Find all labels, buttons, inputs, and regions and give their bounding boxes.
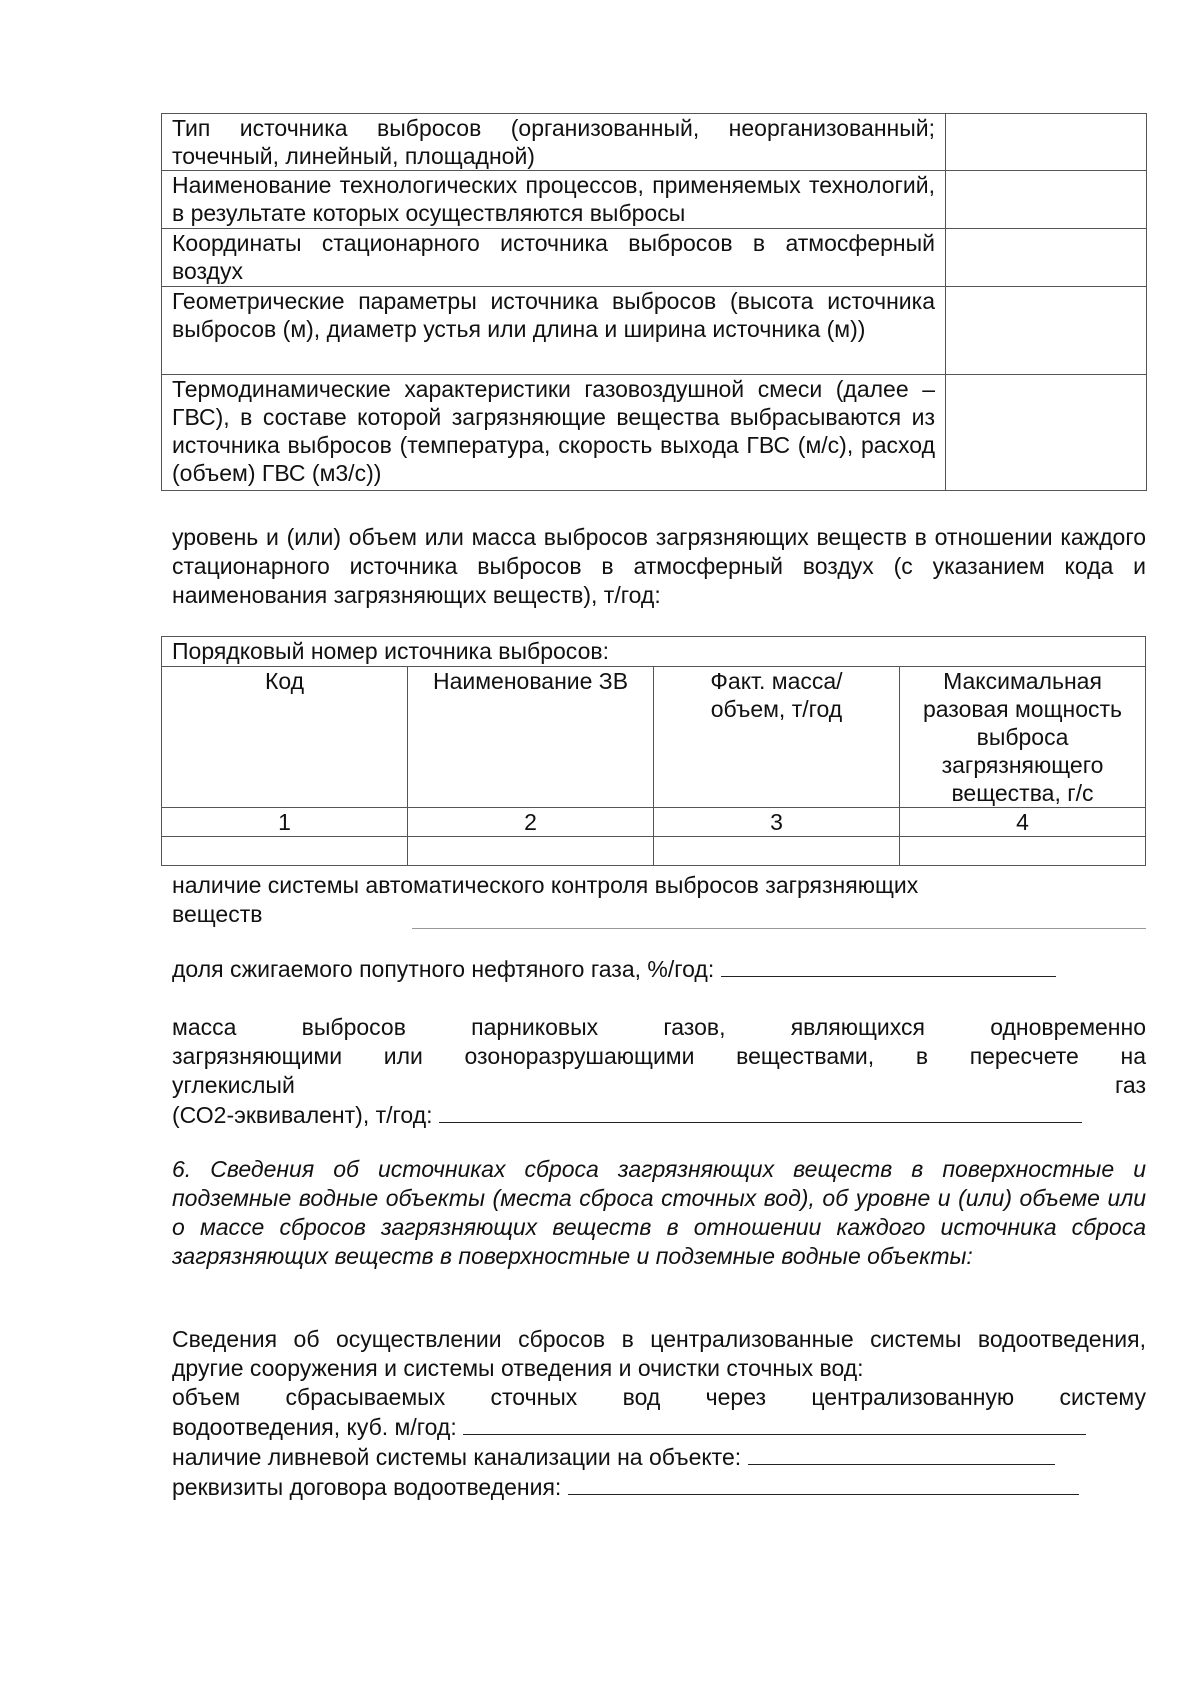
discharge-block <box>172 1325 1146 1502</box>
greenhouse-line4 <box>172 1100 1146 1130</box>
table-row <box>162 375 1147 491</box>
discharge-volume-line2 <box>172 1412 1146 1442</box>
contract-row <box>172 1472 1146 1502</box>
table-cell-value[interactable] <box>946 171 1147 229</box>
gas-share-label: доля сжигаемого попутного нефтяного газа, %/год: <box>172 956 715 982</box>
table-cell-value[interactable] <box>654 837 900 866</box>
header-max-power: Максимальная разовая мощность выброса загрязняющего вещества, г/с <box>900 667 1146 808</box>
greenhouse-line3-right: газ <box>1115 1072 1146 1098</box>
table-cell-value[interactable] <box>162 837 408 866</box>
table-row <box>162 229 1147 287</box>
greenhouse-paragraph <box>172 1013 1146 1130</box>
table-number-row <box>162 808 1146 837</box>
contract-field[interactable] <box>568 1472 1079 1495</box>
auto-control-line2: веществ <box>172 901 263 927</box>
section-6-heading: 6. Сведения об источниках сброса загрязняющих веществ в поверхностные и подземные водные объекты (места сброса сточных вод), об уровне и (или) объеме или о массе сбросов загрязняющих веществ в отношении каждого источника сброса загрязняющих веществ в поверхностные и подземные водные объекты: <box>172 1156 1146 1269</box>
table-cell-label: Тип источника выбросов (организованный, неорганизованный; точечный, линейный, площадной) <box>162 114 946 171</box>
emission-source-table <box>161 113 1147 491</box>
table-cell-value[interactable] <box>946 114 1147 171</box>
table-row <box>162 837 1146 866</box>
auto-control-line1: наличие системы автоматического контроля выбросов загрязняющих <box>172 872 919 898</box>
table-row <box>162 114 1147 171</box>
discharge-volume-field[interactable] <box>463 1412 1086 1435</box>
table-cell-label: Координаты стационарного источника выбросов в атмосферный воздух <box>162 229 946 287</box>
greenhouse-line3 <box>172 1071 1146 1100</box>
greenhouse-line3-left: углекислый <box>172 1072 295 1098</box>
contract-label: реквизиты договора водоотведения: <box>172 1474 562 1500</box>
column-number: 4 <box>900 808 1146 837</box>
discharge-intro: Сведения об осуществлении сбросов в централизованные системы водоотведения, другие сооружения и системы отведения и очистки сточных вод: <box>172 1326 1146 1381</box>
auto-control-field[interactable] <box>412 900 1146 929</box>
discharge-volume-label: водоотведения, куб. м/год: <box>172 1414 457 1440</box>
source-number-label: Порядковый номер источника выбросов: <box>162 637 1146 667</box>
table-row <box>162 637 1146 667</box>
table-cell-value[interactable] <box>946 229 1147 287</box>
table-cell-label: Наименование технологических процессов, применяемых технологий, в результате которых осуществляются выбросы <box>162 171 946 229</box>
header-code: Код <box>162 667 408 808</box>
table-cell-label: Термодинамические характеристики газовоздушной смеси (далее – ГВС), в составе которой загрязняющие вещества выбрасываются из источника выбросов (температура, скорость выхода ГВС (м/с), расход (объем) ГВС (м3/с)) <box>162 375 946 491</box>
table-row <box>162 171 1147 229</box>
greenhouse-field[interactable] <box>439 1100 1082 1123</box>
table-cell-value[interactable] <box>408 837 654 866</box>
greenhouse-line1: масса выбросов парниковых газов, являющихся одновременно <box>172 1014 1146 1040</box>
discharge-volume-line1: объем сбрасываемых сточных вод через централизованную систему <box>172 1384 1146 1410</box>
header-name: Наименование ЗВ <box>408 667 654 808</box>
pollutant-table <box>161 636 1146 866</box>
header-mass: Факт. масса/объем, т/год <box>654 667 900 808</box>
table-cell-value[interactable] <box>946 375 1147 491</box>
column-number: 1 <box>162 808 408 837</box>
table-cell-value[interactable] <box>900 837 1146 866</box>
table-row <box>162 287 1147 375</box>
gas-share-row <box>172 954 1146 984</box>
table-cell-value[interactable] <box>946 287 1147 375</box>
table-cell-label: Геометрические параметры источника выбросов (высота источника выбросов (м), диаметр устья или длина и ширина источника (м)) <box>162 287 946 375</box>
storm-sewer-label: наличие ливневой системы канализации на объекте: <box>172 1444 742 1470</box>
greenhouse-line2: загрязняющими или озоноразрушающими веществами, в пересчете на <box>172 1043 1146 1069</box>
storm-sewer-field[interactable] <box>748 1442 1055 1465</box>
greenhouse-label: (СО2-эквивалент), т/год: <box>172 1102 433 1128</box>
gas-share-field[interactable] <box>721 954 1056 977</box>
emissions-level-paragraph: уровень и (или) объем или масса выбросов загрязняющих веществ в отношении каждого стационарного источника выбросов в атмосферный воздух (с указанием кода и наименования загрязняющих веществ), т/год: <box>172 524 1146 608</box>
storm-sewer-row <box>172 1442 1146 1472</box>
column-number: 3 <box>654 808 900 837</box>
column-number: 2 <box>408 808 654 837</box>
table-header-row <box>162 667 1146 808</box>
